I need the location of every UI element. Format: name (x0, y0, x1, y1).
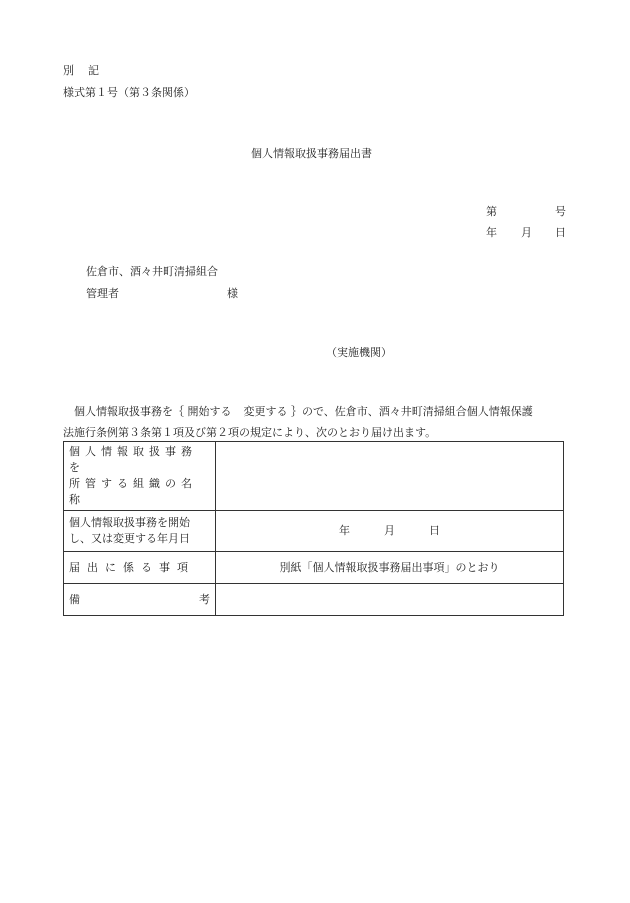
body-line-2: 法施行条例第３条第１項及び第２項の規定により、次のとおり届け出ます。 (63, 426, 437, 439)
date-year-label: 年 (486, 226, 497, 239)
matter-label: 届出に係る事項 (64, 552, 216, 584)
table-row-date (64, 511, 564, 552)
date-day-label: 日 (555, 226, 566, 239)
organization-value[interactable] (216, 442, 564, 511)
table-row-matter (64, 552, 564, 584)
date-label-line2: し、又は変更する年月日 (69, 532, 190, 545)
date-month-label: 月 (521, 226, 532, 239)
date-label-line1: 個人情報取扱事務を開始 (69, 516, 190, 529)
number-go: 号 (555, 205, 566, 218)
date-value-month: 月 (384, 524, 395, 537)
document-title: 個人情報取扱事務届出書 (251, 147, 372, 160)
remarks-label (64, 584, 216, 616)
body-line1-prefix: 個人情報取扱事務を｛ (74, 405, 184, 418)
form-number: 様式第１号（第３条関係） (63, 86, 195, 99)
remarks-label-bi: 備 (69, 592, 80, 606)
remarks-value[interactable] (216, 584, 564, 616)
organization-label (64, 442, 216, 511)
remarks-label-kou: 考 (199, 592, 210, 606)
addressee-sama: 様 (227, 287, 238, 300)
notification-table (63, 441, 564, 616)
table-row-remarks (64, 584, 564, 616)
matter-value: 別紙「個人情報取扱事務届出事項」のとおり (216, 552, 564, 584)
option-start: 開始する (187, 405, 232, 418)
organization-label-line1: 個人情報取扱事務を (69, 445, 197, 474)
date-label (64, 511, 216, 552)
body-line-1 (74, 405, 533, 419)
date-value-day: 日 (429, 524, 440, 537)
organization-label-line2: 所管する組織の名称 (69, 477, 197, 506)
addressee-manager: 管理者 (86, 287, 119, 300)
betsuki-char-1: 別 (63, 64, 74, 77)
date-value-year: 年 (339, 524, 350, 537)
table-row-organization (64, 442, 564, 511)
implementing-agency: （実施機関） (326, 346, 392, 359)
betsuki-label (63, 64, 99, 78)
betsuki-char-2: 記 (88, 64, 99, 77)
body-line1-suffix: ｝ので、佐倉市、酒々井町清掃組合個人情報保護 (291, 405, 533, 418)
addressee-org: 佐倉市、酒々井町清掃組合 (86, 265, 218, 278)
date-value[interactable] (216, 511, 564, 552)
option-change: 変更する (243, 405, 288, 418)
number-dai: 第 (486, 205, 497, 218)
